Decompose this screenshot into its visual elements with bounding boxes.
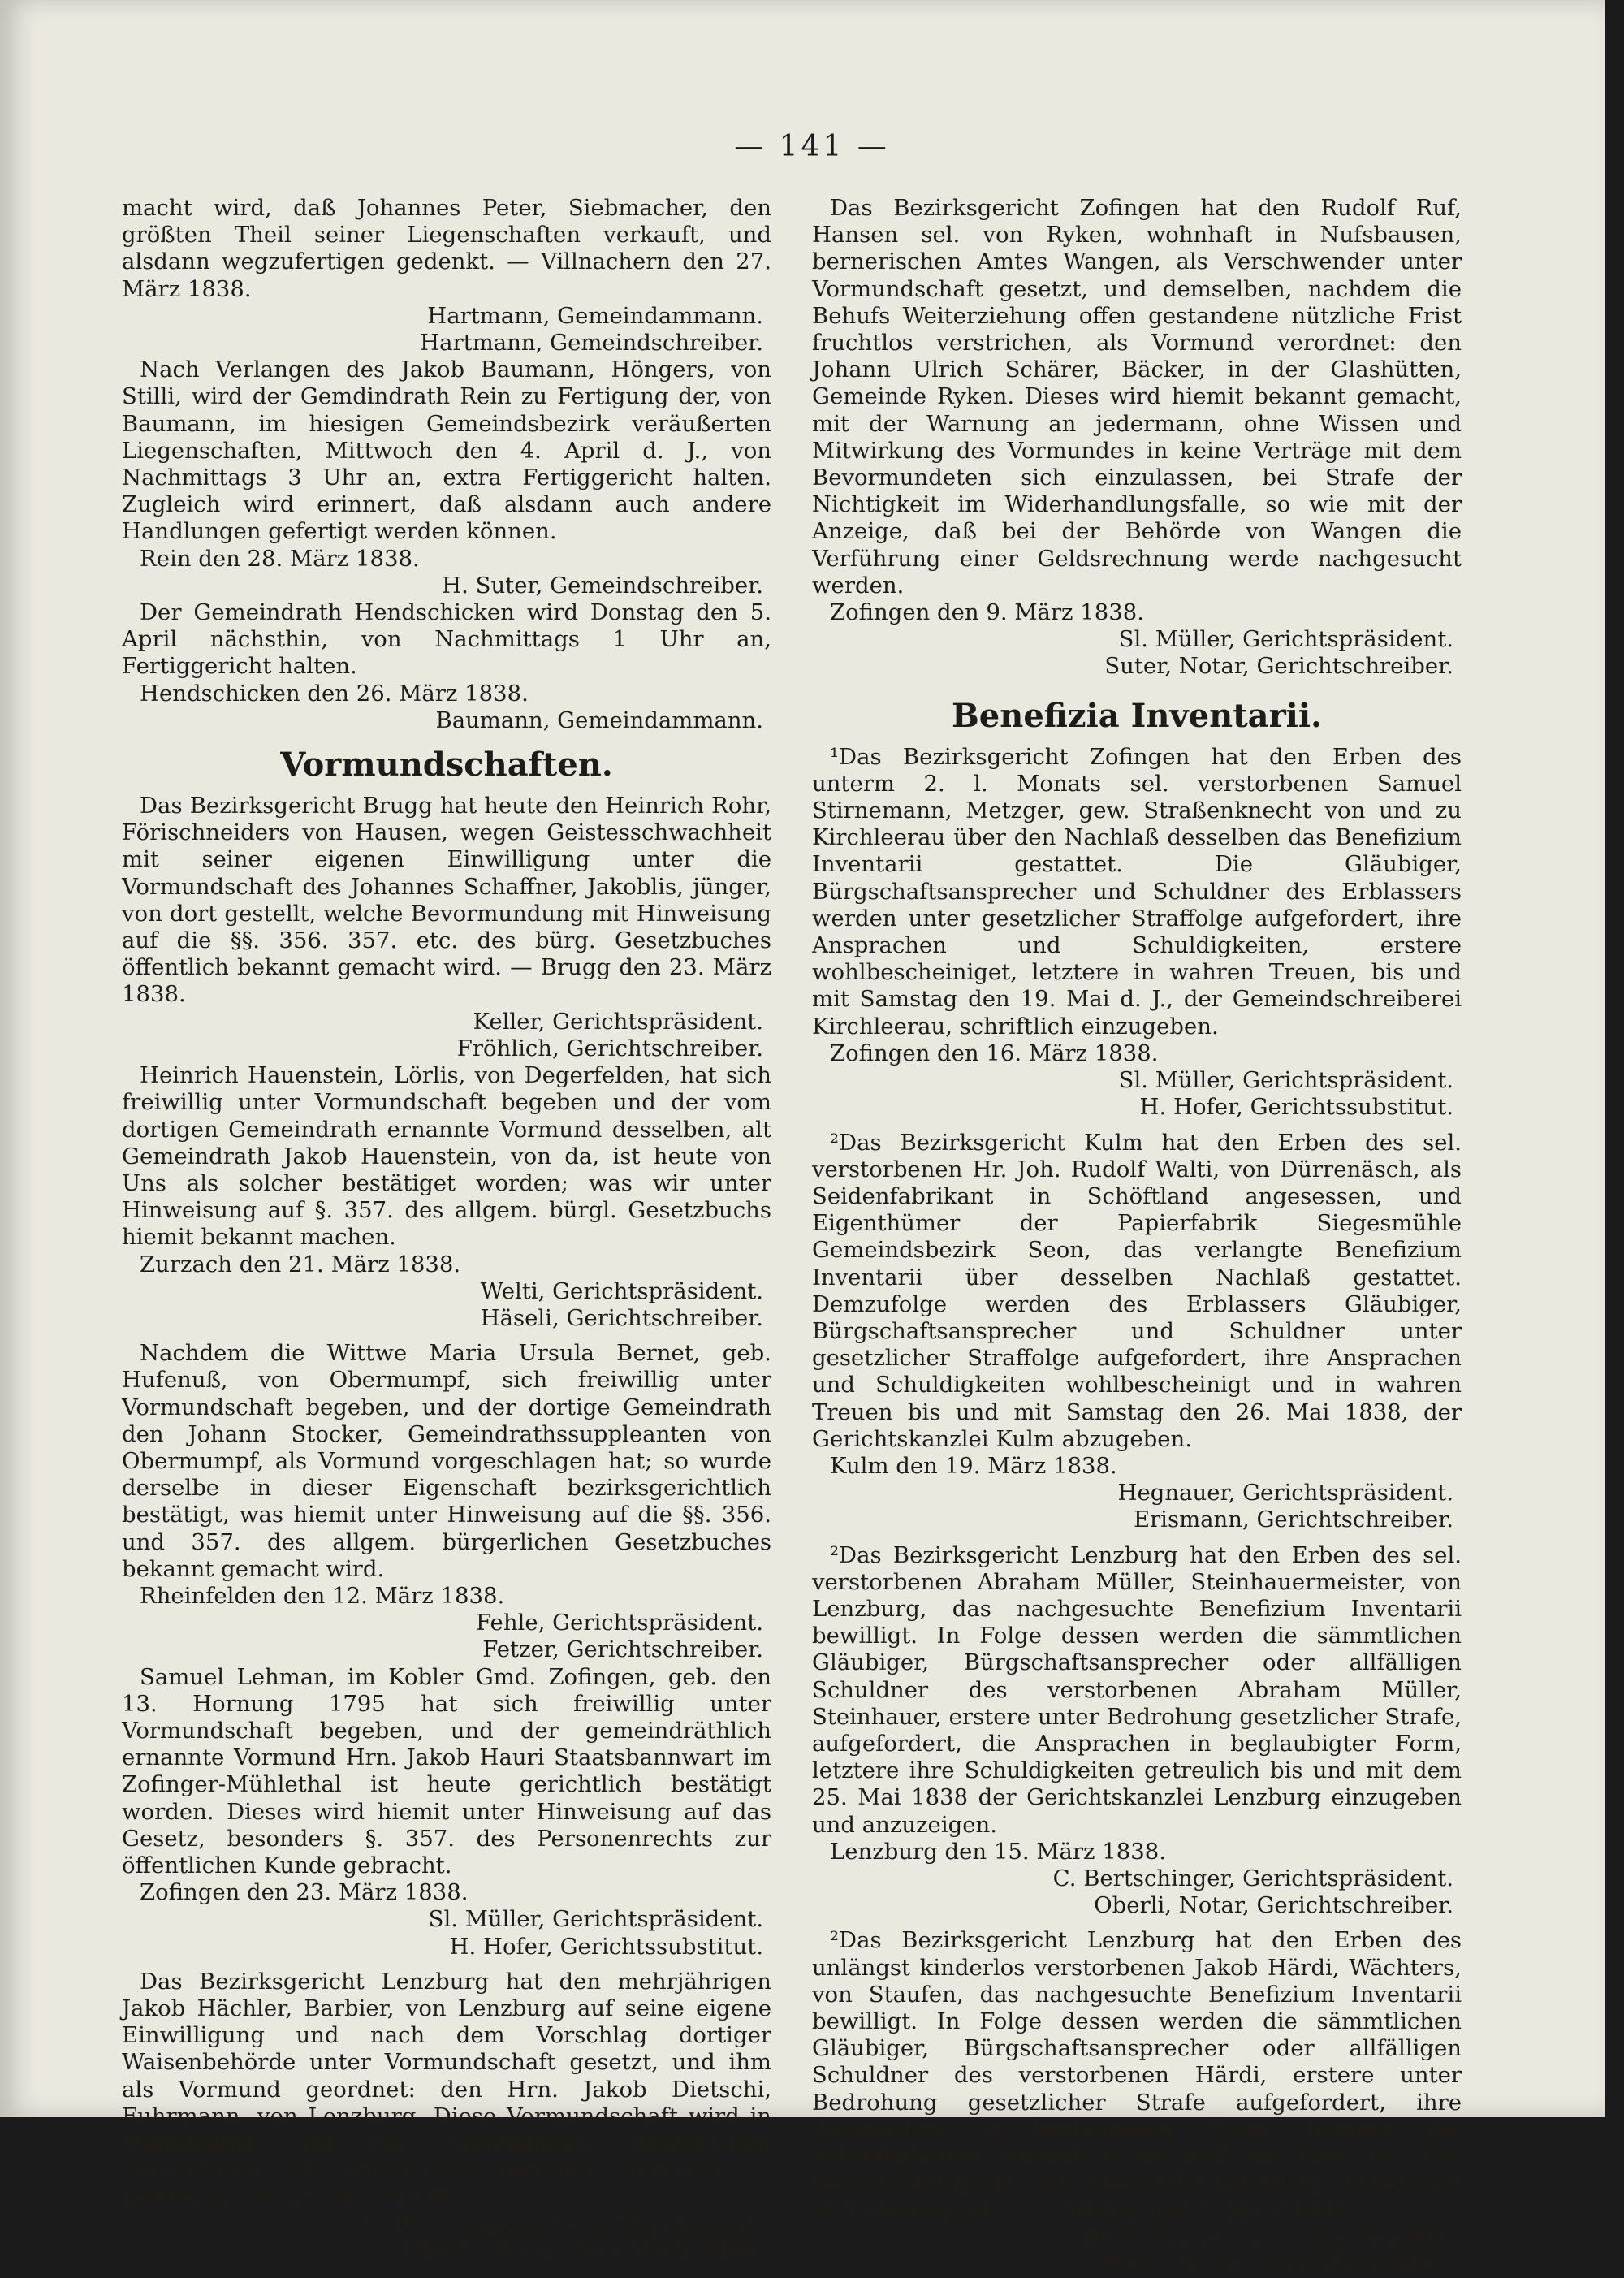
signature: C. Bertschinger, Gerichtspräsident. (1052, 2224, 1453, 2250)
signature: Hartmann, Gemeindschreiber. (420, 330, 763, 357)
right-column (812, 195, 1462, 2278)
signature: Oberli, Notar, Gerichtschreiber. (1094, 2250, 1453, 2277)
notice-text: Nachdem die Wittwe Maria Ursula Bernet, geb. Hufenuß, von Obermumpf, sich freiwillig unter Vormundschaft begeben, und der dortige Gemeindrath den Johann Stocker, Gemeindrathssuppleanten von Obermumpf, als Vormund vorgeschlagen hat; so wurde derselbe in dieser Eigenschaft bezirksgerichtlich bestätigt, was hiemit unter Hinweisung auf die §§. 356. und 357. des allgem. bürgerlichen Gesetzbuches bekannt gemacht wird. (122, 1340, 771, 1582)
signature: Oberli, Notar, Gerichtschreiber. (404, 2237, 763, 2264)
notice-text: ¹Das Bezirksgericht Zofingen hat den Erben des unterm 2. l. Monats sel. verstorbenen Samuel Stirnemann, Metzger, gew. Straßenknecht von und zu Kirchleerau über den Nachlaß desselben das Benefizium Inventarii gestattet. Die Gläubiger, Bürgschaftsansprecher und Schuldner des Erblassers werden unter gesetzlicher Straffolge aufgefordert, ihre Ansprachen und Schuldigkeiten, erstere wohlbescheiniget, letztere in wahren Treuen, bis und mit Samstag den 19. Mai d. J., der Gemeindschreiberei Kirchleerau, schriftlich einzugeben. (812, 743, 1462, 1040)
signature: Sl. Müller, Gerichtspräsident. (428, 1906, 763, 1933)
notice-date: Rein den 28. März 1838. (140, 545, 420, 572)
notice-text: Samuel Lehman, im Kobler Gmd. Zofingen, geb. den 13. Hornung 1795 hat sich freiwillig unter Vormundschaft begeben, und der gemeindräthlich ernannte Vormund Hrn. Jakob Hauri Staatsbannwart im Zofinger-Mühlethal ist heute gerichtlich bestätigt worden. Dieses wird hiemit unter Hinweisung auf das Gesetz, besonders §. 357. des Personenrechts zur öffentlichen Kunde gebracht. (122, 1663, 771, 1878)
signature: Sl. Müller, Gerichtspräsident. (1118, 1067, 1453, 1094)
notice-text: Nach Verlangen des Jakob Baumann, Höngers, von Stilli, wird der Gemdindrath Rein zu Fertigung der, von Baumann, im hiesigen Gemeindsbezirk veräußerten Liegenschaften, Mittwoch den 4. April d. J., von Nachmittags 3 Uhr an, extra Fertiggericht halten. Zugleich wird erinnert, daß alsdann auch andere Handlungen gefertigt werden können. (122, 357, 771, 545)
notice-date: Zofingen den 23. März 1838. (140, 1879, 469, 1906)
signature: Hartmann, Gemeindammann. (427, 302, 763, 329)
signature: H. Suter, Gemeindschreiber. (442, 572, 763, 599)
notice-text: Das Bezirksgericht Zofingen hat den Rudolf Ruf, Hansen sel. von Ryken, wohnhaft in Nufsbausen, bernerischen Amtes Wangen, als Verschwender unter Vormundschaft gesetzt, und demselben, nachdem die Behufs Weiterziehung offen gestandene nützliche Frist fruchtlos verstrichen, als Vormund verordnet: den Johann Ulrich Schärer, Bäcker, in der Glashütten, Gemeinde Ryken. Dieses wird hiemit bekannt gemacht, mit der Warnung an jedermann, ohne Wissen und Mitwirkung des Vormundes in keine Verträge mit dem Bevormundeten sich einzulassen, bei Strafe der Nichtigkeit im Widerhandlungsfalle, so wie mit der Anzeige, daß bei der Behörde von Wangen die Verführung einer Geldsrechnung werde nachgesucht werden. (812, 195, 1462, 599)
notice-text: Das Bezirksgericht Lenzburg hat den mehrjährigen Jakob Hächler, Barbier, von Lenzburg auf seine eigene Einwilligung und nach dem Vorschlag dortiger Waisenbehörde unter Vormundschaft gesetzt, und ihm als Vormund geordnet: den Hrn. Jakob Dietschi, Fuhrmann, von Lenzburg. Diese Vormundschaft wird in Hinweisung auf die bestehenden gesetzlichen Vorschriften, zur öffentlichen Kenntniß gebracht. — Lenzburg den 22. März 1838. (122, 1968, 771, 2211)
notice-text: ²Das Bezirksgericht Lenzburg hat den Erben des unlängst kinderlos verstorbenen Jakob Härdi, Wächters, von Staufen, das nachgesuchte Benefizium Inventarii bewilligt. In Folge dessen werden die sämmtlichen Gläubiger, Bürgschaftsansprecher oder allfälligen Schuldner des verstorbenen Härdi, erstere unter Bedrohung gesetzlicher Strafe aufgefordert, ihre Ansprachen in beglaubigter Form, letztere die Schuldigkeiten getreulich bis und mit dem 18. Mai nächstkünftig der Gerichtskanzlei Lenzburg einzugeben und anzuzeigen. — Lenzburg den 8. März 1838. (812, 1927, 1462, 2224)
signature: Suter, Notar, Gerichtschreiber. (1104, 653, 1453, 680)
signature: Fehle, Gerichtspräsident. (475, 1610, 763, 1636)
signature: C. Bertschinger, Gerichtspräsident. (362, 2211, 763, 2237)
signature: Sl. Müller, Gerichtspräsident. (1118, 626, 1453, 653)
signature: Oberli, Notar, Gerichtschreiber. (1094, 1892, 1453, 1919)
left-column (122, 195, 771, 2265)
notice-text: ²Das Bezirksgericht Kulm hat den Erben des sel. verstorbenen Hr. Joh. Rudolf Walti, von Dürrenäsch, als Seidenfabrikant in Schöftland angesessen, und Eigenthümer der Papierfabrik Siegesmühle Gemeindsbezirk Seon, das verlangte Benefizium Inventarii über desselben Nachlaß gestattet. Demzufolge werden des Erblassers Gläubiger, Bürgschaftsansprecher und Schuldner unter gesetzlicher Straffolge aufgefordert, ihre Ansprachen und Schuldigkeiten wohlbescheinigt und in wahren Treuen bis und mit Samstag den 26. Mai 1838, der Gerichtskanzlei Kulm abzugeben. (812, 1129, 1462, 1452)
notice-text: Heinrich Hauenstein, Lörlis, von Degerfelden, hat sich freiwillig unter Vormundschaft begeben und der vom dortigen Gemeindrath ernannte Vormund desselben, alt Gemeindrath Jakob Hauenstein, von da, ist heute von Uns als solcher bestätiget worden; was wir unter Hinweisung auf §. 357. des allgem. bürgl. Gesetzbuchs hiemit bekannt machen. (122, 1062, 771, 1251)
notice-date: Zurzach den 21. März 1838. (140, 1251, 461, 1277)
signature: Baumann, Gemeindammann. (435, 707, 763, 733)
notice-continuation: macht wird, daß Johannes Peter, Siebmacher, den größten Theil seiner Liegenschaften verkauft, und alsdann wegzufertigen gedenkt. — Villnachern den 27. März 1838. (122, 195, 771, 302)
section-heading-benefizia: Benefizia Inventarii. (952, 696, 1322, 735)
signature: H. Hofer, Gerichtssubstitut. (449, 1933, 763, 1960)
notice-date: Rheinfelden den 12. März 1838. (140, 1582, 505, 1609)
notice-date: Kulm den 19. März 1838. (830, 1452, 1117, 1479)
signature: Häseli, Gerichtschreiber. (480, 1304, 763, 1331)
notice-date: Lenzburg den 15. März 1838. (830, 1838, 1167, 1865)
signature: H. Hofer, Gerichtssubstitut. (1139, 1094, 1453, 1121)
signature: Keller, Gerichtspräsident. (473, 1008, 763, 1035)
signature: C. Bertschinger, Gerichtspräsident. (1052, 1865, 1453, 1891)
notice-date: Zofingen den 9. März 1838. (830, 599, 1145, 626)
section-heading-vormundschaften: Vormundschaften. (280, 746, 613, 785)
signature: Fröhlich, Gerichtschreiber. (456, 1035, 763, 1061)
signature: Erismann, Gerichtschreiber. (1133, 1506, 1453, 1533)
notice-text: Das Bezirksgericht Brugg hat heute den Heinrich Rohr, Förischneiders von Hausen, wegen Geistesschwachheit mit seiner eigenen Einwilligung unter die Vormundschaft des Johannes Schaffner, Jakoblis, jünger, von dort gestellt, welche Bevormundung mit Hinweisung auf die §§. 356. 357. etc. des bürg. Gesetzbuches öffentlich bekannt gemacht wird. — Brugg den 23. März 1838. (122, 793, 771, 1008)
signature: Fetzer, Gerichtschreiber. (482, 1636, 763, 1663)
page-number: — 141 — (734, 130, 890, 163)
signature: Hegnauer, Gerichtspräsident. (1117, 1480, 1453, 1506)
notice-date: Zofingen den 16. März 1838. (830, 1040, 1159, 1066)
notice-text: ²Das Bezirksgericht Lenzburg hat den Erben des sel. verstorbenen Abraham Müller, Steinhauermeister, von Lenzburg, das nachgesuchte Benefizium Inventarii bewilligt. In Folge dessen werden die sämmtlichen Gläubiger, Bürgschaftsansprecher oder allfälligen Schuldner des verstorbenen Abraham Müller, Steinhauer, erstere unter Bedrohung gesetzlicher Strafe, aufgefordert, die Ansprachen in beglaubigter Form, letztere ihre Schuldigkeiten getreulich bis und mit dem 25. Mai 1838 der Gerichtskanzlei Lenzburg einzugeben und anzuzeigen. (812, 1541, 1462, 1838)
notice-text: Der Gemeindrath Hendschicken wird Donstag den 5. April nächsthin, von Nachmittags 1 Uhr an, Fertiggericht halten. (122, 599, 771, 680)
notice-date: Hendschicken den 26. März 1838. (140, 680, 529, 707)
signature: Welti, Gerichtspräsident. (480, 1277, 763, 1304)
